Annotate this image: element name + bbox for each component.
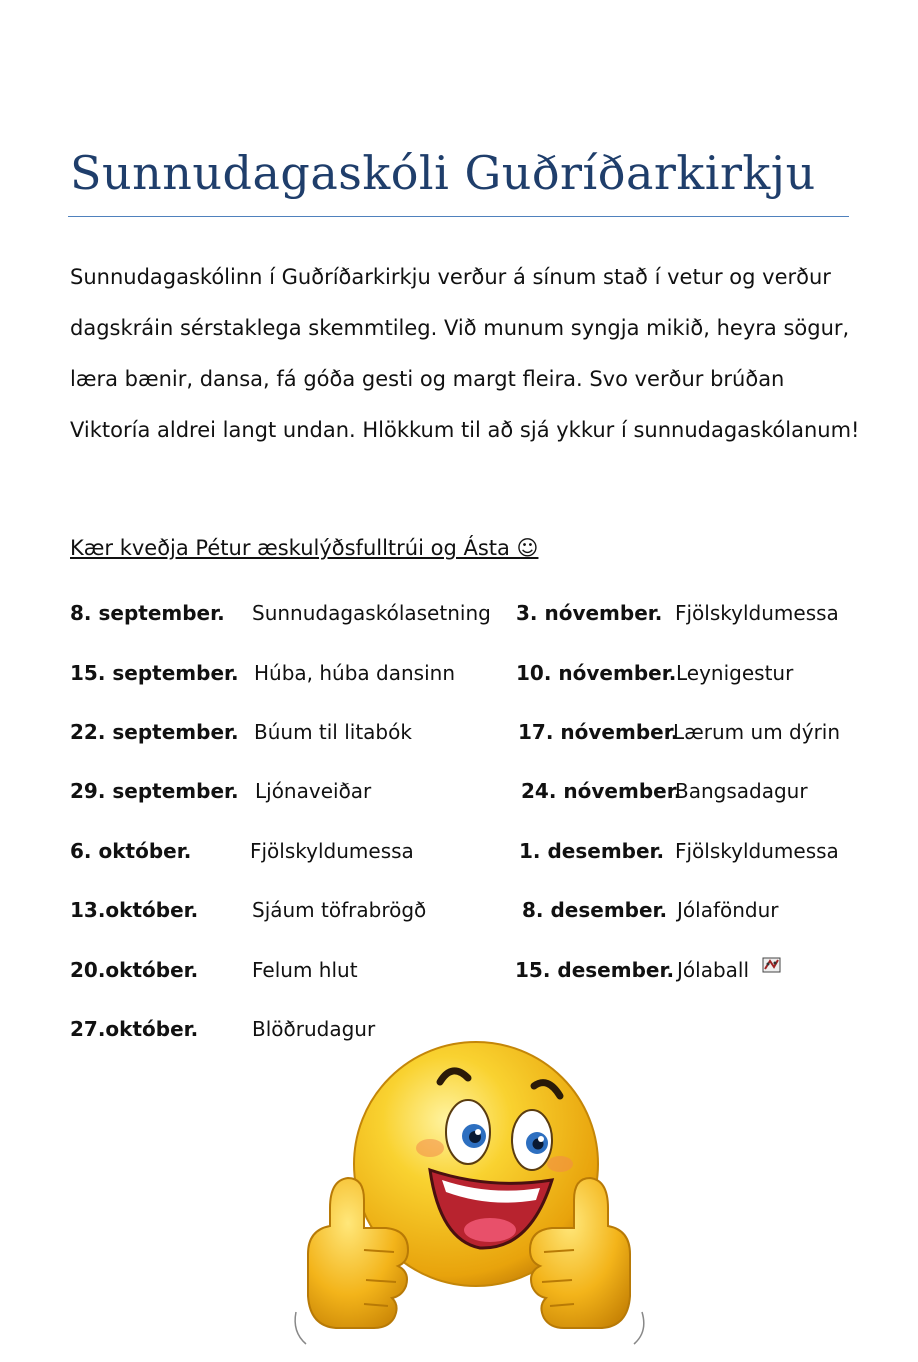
schedule-event: Fjölskyldumessa <box>250 839 414 863</box>
schedule-row <box>70 720 412 744</box>
page-title: Sunnudagaskóli Guðríðarkirkju <box>70 146 816 200</box>
schedule-row <box>522 898 779 922</box>
schedule-row <box>515 958 750 982</box>
schedule-date: 15. desember. <box>515 958 675 982</box>
party-sticker-icon <box>762 955 782 975</box>
schedule-date: 6. október. <box>70 839 192 863</box>
schedule-event: Búum til litabók <box>254 720 412 744</box>
intro-paragraph: Sunnudagaskólinn í Guðríðarkirkju verður á sínum stað í vetur og verður dagskráin sérstaklega skemmtileg. Við munum syngja mikið, heyra sögur, læra bænir, dansa, fá góða gesti og margt fleira. Svo verður brúðan Viktoría aldrei langt undan. Hlökkum til að sjá ykkur í sunnudagaskólanum! <box>70 265 860 442</box>
schedule-event: Bangsadagur <box>675 779 808 803</box>
schedule-event: Sunnudagaskólasetning <box>252 601 491 625</box>
schedule-event: Jólaball <box>677 958 750 982</box>
schedule-row <box>70 601 491 625</box>
schedule-row <box>70 661 455 685</box>
greeting-line: Kær kveðja Pétur æskulýðsfulltrúi og Ásta ☺ <box>70 536 539 560</box>
schedule-date: 20.október. <box>70 958 199 982</box>
schedule-event: Blöðrudagur <box>252 1017 376 1041</box>
schedule-row <box>519 839 839 863</box>
schedule-event: Sjáum töfrabrögð <box>252 898 427 922</box>
schedule-date: 13.október. <box>70 898 199 922</box>
schedule-date: 24. nóvember. <box>521 779 682 803</box>
schedule-date: 8. desember. <box>522 898 668 922</box>
schedule-event: Leynigestur <box>676 661 794 685</box>
schedule-date: 3. nóvember. <box>516 601 663 625</box>
schedule-date: 29. september. <box>70 779 239 803</box>
schedule-event: Jólaföndur <box>677 898 779 922</box>
schedule-row <box>70 958 358 982</box>
schedule-event: Fjölskyldumessa <box>675 839 839 863</box>
thumbs-up-smiley-icon <box>290 1040 660 1350</box>
schedule-date: 1. desember. <box>519 839 665 863</box>
schedule-date: 10. nóvember. <box>516 661 677 685</box>
schedule-date: 15. september. <box>70 661 239 685</box>
schedule-row <box>521 779 808 803</box>
schedule-date: 22. september. <box>70 720 239 744</box>
schedule-date: 8. september. <box>70 601 225 625</box>
schedule-row <box>516 661 794 685</box>
schedule-row <box>70 1017 376 1041</box>
schedule-row <box>70 898 427 922</box>
schedule-event: Ljónaveiðar <box>255 779 372 803</box>
title-rule <box>68 216 849 217</box>
schedule-event: Húba, húba dansinn <box>254 661 455 685</box>
schedule-date: 27.október. <box>70 1017 199 1041</box>
schedule-event: Lærum um dýrin <box>673 720 841 744</box>
schedule-date: 17. nóvember. <box>518 720 679 744</box>
schedule-row <box>516 601 839 625</box>
schedule-row <box>70 839 414 863</box>
schedule-event: Felum hlut <box>252 958 358 982</box>
schedule-row <box>70 779 372 803</box>
schedule-event: Fjölskyldumessa <box>675 601 839 625</box>
schedule-row <box>518 720 841 744</box>
